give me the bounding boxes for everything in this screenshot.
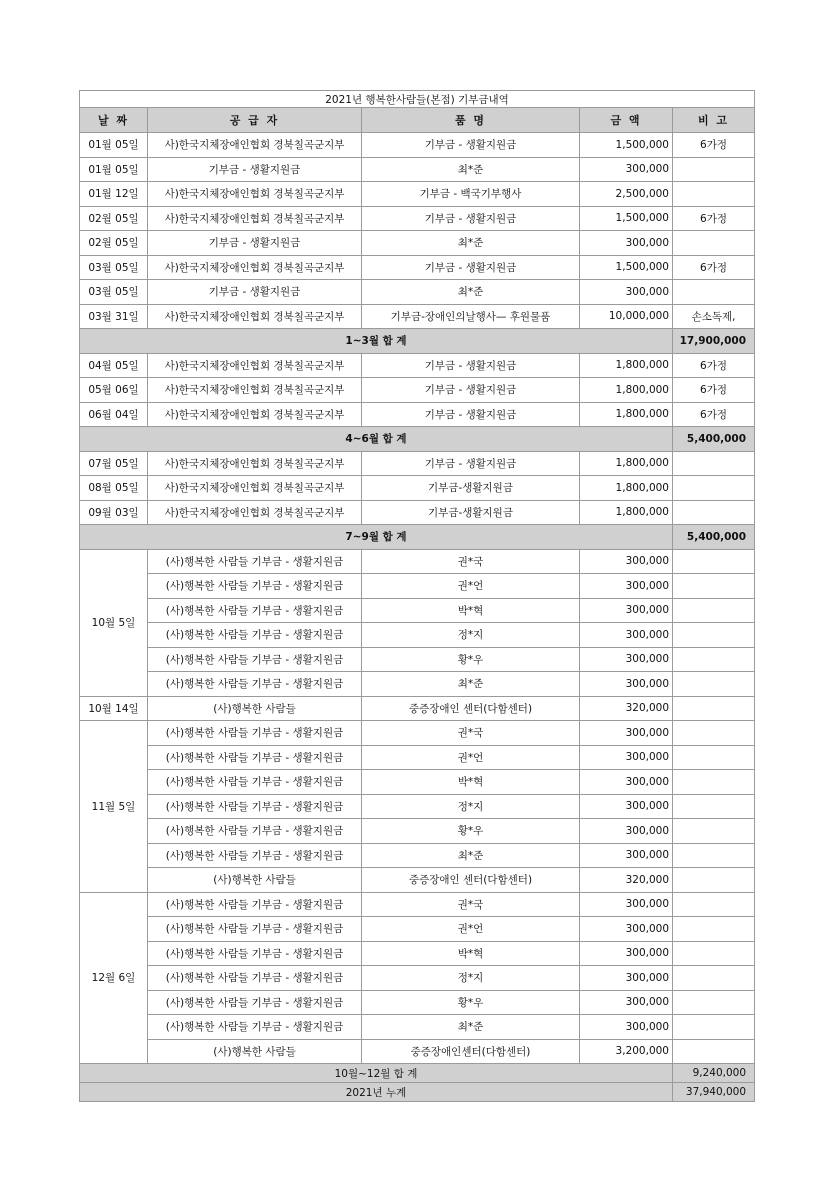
note-cell [673,721,755,746]
amount-cell: 300,000 [580,892,673,917]
header-note: 비 고 [673,108,755,133]
subtotal-row [80,329,755,354]
note-cell [673,598,755,623]
item-cell: 황*우 [362,647,580,672]
amount-cell: 300,000 [580,598,673,623]
date-cell: 06월 04일 [80,402,148,427]
table-row [80,990,755,1015]
date-cell: 01월 05일 [80,157,148,182]
amount-cell: 300,000 [580,623,673,648]
table-row [80,623,755,648]
date-cell: 03월 05일 [80,280,148,305]
supplier-cell: (사)행복한 사람들 기부금 - 생활지원금 [148,721,362,746]
supplier-cell: 사)한국지체장애인협회 경북칠곡군지부 [148,402,362,427]
item-cell: 정*지 [362,794,580,819]
table-row [80,1015,755,1040]
amount-cell: 1,800,000 [580,353,673,378]
supplier-cell: 기부금 - 생활지원금 [148,231,362,256]
supplier-cell: (사)행복한 사람들 기부금 - 생활지원금 [148,647,362,672]
supplier-cell: 기부금 - 생활지원금 [148,280,362,305]
supplier-cell: 사)한국지체장애인협회 경북칠곡군지부 [148,255,362,280]
supplier-cell: (사)행복한 사람들 [148,696,362,721]
amount-cell: 300,000 [580,990,673,1015]
supplier-cell: 사)한국지체장애인협회 경북칠곡군지부 [148,304,362,329]
item-cell: 최*준 [362,157,580,182]
item-cell: 기부금 - 생활지원금 [362,451,580,476]
note-cell [673,819,755,844]
amount-cell: 300,000 [580,745,673,770]
item-cell: 황*우 [362,990,580,1015]
supplier-cell: 사)한국지체장애인협회 경북칠곡군지부 [148,353,362,378]
subtotal-label: 2021년 누계 [80,1083,673,1102]
amount-cell: 320,000 [580,696,673,721]
item-cell: 황*우 [362,819,580,844]
subtotal-amount: 9,240,000 [673,1064,755,1083]
supplier-cell: (사)행복한 사람들 기부금 - 생활지원금 [148,623,362,648]
item-cell: 중증장애인센터(다함센터) [362,1039,580,1064]
table-row [80,378,755,403]
item-cell: 기부금 - 생활지원금 [362,402,580,427]
amount-cell: 1,800,000 [580,402,673,427]
item-cell: 기부금-생활지원금 [362,500,580,525]
table-row [80,231,755,256]
table-row [80,280,755,305]
supplier-cell: (사)행복한 사람들 기부금 - 생활지원금 [148,745,362,770]
header-item: 품 명 [362,108,580,133]
note-cell [673,868,755,893]
note-cell [673,157,755,182]
note-cell [673,672,755,697]
note-cell [673,917,755,942]
amount-cell: 320,000 [580,868,673,893]
note-cell: 6가정 [673,353,755,378]
table-row [80,182,755,207]
subtotal-row [80,525,755,550]
item-cell: 기부금 - 백국기부행사 [362,182,580,207]
date-cell: 09월 03일 [80,500,148,525]
item-cell: 권*국 [362,721,580,746]
note-cell: 6가정 [673,378,755,403]
supplier-cell: (사)행복한 사람들 기부금 - 생활지원금 [148,1015,362,1040]
table-row [80,696,755,721]
note-cell [673,843,755,868]
subtotal-row [80,427,755,452]
supplier-cell: (사)행복한 사람들 기부금 - 생활지원금 [148,672,362,697]
item-cell: 최*준 [362,672,580,697]
subtotal-amount: 17,900,000 [673,329,755,354]
item-cell: 정*지 [362,966,580,991]
amount-cell: 300,000 [580,819,673,844]
supplier-cell: (사)행복한 사람들 [148,1039,362,1064]
date-cell: 08월 05일 [80,476,148,501]
amount-cell: 2,500,000 [580,182,673,207]
table-row [80,157,755,182]
table-row [80,672,755,697]
note-cell: 손소독제, [673,304,755,329]
table-row [80,868,755,893]
item-cell: 최*준 [362,843,580,868]
supplier-cell: (사)행복한 사람들 기부금 - 생활지원금 [148,843,362,868]
date-cell: 03월 05일 [80,255,148,280]
amount-cell: 1,500,000 [580,133,673,158]
date-cell: 03월 31일 [80,304,148,329]
amount-cell: 300,000 [580,157,673,182]
table-row [80,721,755,746]
item-cell: 기부금 - 생활지원금 [362,206,580,231]
table-row [80,794,755,819]
note-cell [673,574,755,599]
note-cell [673,280,755,305]
item-cell: 권*언 [362,917,580,942]
supplier-cell: (사)행복한 사람들 기부금 - 생활지원금 [148,917,362,942]
item-cell: 권*언 [362,574,580,599]
supplier-cell: (사)행복한 사람들 기부금 - 생활지원금 [148,770,362,795]
subtotal-label: 4~6월 합 계 [80,427,673,452]
table-row [80,133,755,158]
date-cell: 12월 6일 [80,892,148,1064]
header-row [80,108,755,133]
table-row [80,770,755,795]
supplier-cell: (사)행복한 사람들 기부금 - 생활지원금 [148,819,362,844]
table-row [80,941,755,966]
note-cell: 6가정 [673,255,755,280]
table-row [80,255,755,280]
table-row [80,206,755,231]
supplier-cell: (사)행복한 사람들 기부금 - 생활지원금 [148,549,362,574]
amount-cell: 300,000 [580,1015,673,1040]
supplier-cell: (사)행복한 사람들 기부금 - 생활지원금 [148,990,362,1015]
note-cell [673,647,755,672]
date-cell: 01월 05일 [80,133,148,158]
note-cell [673,231,755,256]
amount-cell: 300,000 [580,647,673,672]
table-row [80,353,755,378]
supplier-cell: (사)행복한 사람들 기부금 - 생활지원금 [148,941,362,966]
amount-cell: 300,000 [580,549,673,574]
subtotal-row [80,1083,755,1102]
header-date: 날 짜 [80,108,148,133]
note-cell [673,794,755,819]
amount-cell: 300,000 [580,794,673,819]
subtotal-amount: 37,940,000 [673,1083,755,1102]
supplier-cell: (사)행복한 사람들 기부금 - 생활지원금 [148,794,362,819]
item-cell: 최*준 [362,1015,580,1040]
date-cell: 11월 5일 [80,721,148,893]
date-cell: 02월 05일 [80,206,148,231]
item-cell: 기부금 - 생활지원금 [362,255,580,280]
item-cell: 중증장애인 센터(다함센터) [362,868,580,893]
table-row [80,402,755,427]
table-row [80,1039,755,1064]
item-cell: 기부금-장애인의날행사— 후원물품 [362,304,580,329]
amount-cell: 1,800,000 [580,476,673,501]
amount-cell: 1,800,000 [580,451,673,476]
note-cell [673,941,755,966]
donation-ledger-table [79,90,755,1102]
table-row [80,549,755,574]
table-row [80,598,755,623]
supplier-cell: 사)한국지체장애인협회 경북칠곡군지부 [148,133,362,158]
amount-cell: 300,000 [580,917,673,942]
amount-cell: 1,500,000 [580,206,673,231]
note-cell [673,966,755,991]
item-cell: 기부금 - 생활지원금 [362,353,580,378]
amount-cell: 300,000 [580,672,673,697]
amount-cell: 300,000 [580,770,673,795]
item-cell: 정*지 [362,623,580,648]
header-supplier: 공 급 자 [148,108,362,133]
supplier-cell: 기부금 - 생활지원금 [148,157,362,182]
note-cell [673,770,755,795]
note-cell [673,182,755,207]
table-row [80,745,755,770]
table-row [80,819,755,844]
supplier-cell: 사)한국지체장애인협회 경북칠곡군지부 [148,476,362,501]
table-row [80,574,755,599]
table-row [80,451,755,476]
subtotal-label: 10월~12월 합 계 [80,1064,673,1083]
date-cell: 01월 12일 [80,182,148,207]
table-row [80,843,755,868]
item-cell: 박*혁 [362,770,580,795]
supplier-cell: 사)한국지체장애인협회 경북칠곡군지부 [148,500,362,525]
item-cell: 기부금-생활지원금 [362,476,580,501]
subtotal-label: 7~9월 합 계 [80,525,673,550]
item-cell: 권*언 [362,745,580,770]
note-cell [673,696,755,721]
item-cell: 박*혁 [362,941,580,966]
amount-cell: 1,500,000 [580,255,673,280]
amount-cell: 300,000 [580,966,673,991]
date-cell: 10월 14일 [80,696,148,721]
amount-cell: 300,000 [580,941,673,966]
amount-cell: 1,800,000 [580,500,673,525]
note-cell: 6가정 [673,402,755,427]
amount-cell: 1,800,000 [580,378,673,403]
table-row [80,500,755,525]
note-cell [673,990,755,1015]
note-cell [673,451,755,476]
amount-cell: 10,000,000 [580,304,673,329]
note-cell: 6가정 [673,133,755,158]
amount-cell: 300,000 [580,843,673,868]
note-cell [673,892,755,917]
date-cell: 04월 05일 [80,353,148,378]
supplier-cell: 사)한국지체장애인협회 경북칠곡군지부 [148,206,362,231]
supplier-cell: (사)행복한 사람들 [148,868,362,893]
supplier-cell: 사)한국지체장애인협회 경북칠곡군지부 [148,451,362,476]
item-cell: 중증장애인 센터(다함센터) [362,696,580,721]
header-amount: 금 액 [580,108,673,133]
amount-cell: 300,000 [580,574,673,599]
table-row [80,917,755,942]
item-cell: 기부금 - 생활지원금 [362,133,580,158]
subtotal-row [80,1064,755,1083]
item-cell: 박*혁 [362,598,580,623]
note-cell: 6가정 [673,206,755,231]
note-cell [673,745,755,770]
item-cell: 기부금 - 생활지원금 [362,378,580,403]
date-cell: 10월 5일 [80,549,148,696]
table-row [80,304,755,329]
date-cell: 05월 06일 [80,378,148,403]
subtotal-label: 1~3월 합 계 [80,329,673,354]
supplier-cell: (사)행복한 사람들 기부금 - 생활지원금 [148,574,362,599]
item-cell: 최*준 [362,280,580,305]
date-cell: 07월 05일 [80,451,148,476]
note-cell [673,476,755,501]
note-cell [673,500,755,525]
supplier-cell: (사)행복한 사람들 기부금 - 생활지원금 [148,598,362,623]
subtotal-amount: 5,400,000 [673,427,755,452]
item-cell: 최*준 [362,231,580,256]
note-cell [673,1039,755,1064]
table-row [80,892,755,917]
item-cell: 권*국 [362,892,580,917]
supplier-cell: (사)행복한 사람들 기부금 - 생활지원금 [148,892,362,917]
supplier-cell: 사)한국지체장애인협회 경북칠곡군지부 [148,378,362,403]
date-cell: 02월 05일 [80,231,148,256]
supplier-cell: (사)행복한 사람들 기부금 - 생활지원금 [148,966,362,991]
amount-cell: 3,200,000 [580,1039,673,1064]
ledger-title: 2021년 행복한사람들(본점) 기부금내역 [80,91,755,108]
subtotal-amount: 5,400,000 [673,525,755,550]
note-cell [673,623,755,648]
table-row [80,647,755,672]
supplier-cell: 사)한국지체장애인협회 경북칠곡군지부 [148,182,362,207]
table-row [80,966,755,991]
title-row [80,91,755,108]
item-cell: 권*국 [362,549,580,574]
amount-cell: 300,000 [580,280,673,305]
table-row [80,476,755,501]
amount-cell: 300,000 [580,721,673,746]
note-cell [673,549,755,574]
note-cell [673,1015,755,1040]
amount-cell: 300,000 [580,231,673,256]
